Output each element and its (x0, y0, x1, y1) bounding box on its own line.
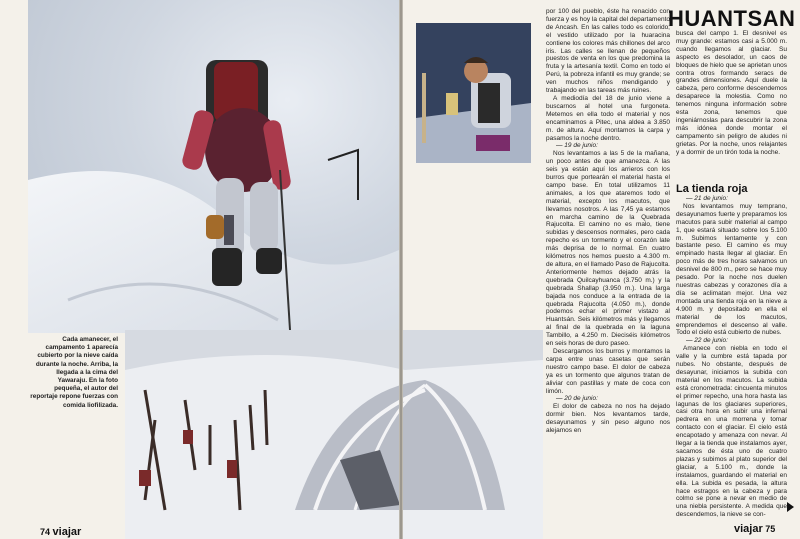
magazine-name-left: viajar (52, 526, 82, 538)
paragraph: Descargamos los burros y montamos la carpa entre unas casetas que serán nuestro campo base. El dolor de cabeza ya es un tormento que algunos tratan de aliviar con pastillas y mate de coca con limón. (546, 347, 670, 395)
tent-illustration (125, 330, 543, 539)
paragraph: El dolor de cabeza no nos ha dejado dormir bien. Nos levantamos tarde, desayunamos y sin peso alguno nos alejamos en (546, 403, 670, 435)
climber-photo (28, 0, 399, 333)
left-folio (40, 526, 81, 538)
magazine-name-right: viajar (734, 523, 763, 535)
date-heading: — 22 de junio: (686, 337, 728, 345)
page-number-right: 75 (765, 524, 776, 534)
date-heading: — 20 de junio: (556, 395, 598, 403)
page-number-left: 74 (40, 527, 51, 537)
text-column-3 (676, 195, 787, 519)
paragraph: Amanece con niebla en todo el valle y la cumbre está tapada por nubes. No obstante, después de desayunar, iniciamos la subida con material en los macutos. La subida está cronometrada: cincuenta minutos el primer repecho, una hora hasta las lagunas de los glaciares superiores, casi otra hora en subir una infernal pedrera en una morrena y tomar contacto con el glaciar. El cielo está encapotado y amenaza con nevar. Al llegar a la tienda que instalamos ayer, sacamos de ésta uno de cuatro plazas y subimos al plato superior del glaciar, a 5.100 m., donde la instalamos, guardando el material en ella. La subida es pesada, la altura hace estragos en la cabeza y para colmo se pone a nevar en medio de una niebla persistente. A medida que descendemos, la nieve se con- (676, 345, 787, 519)
continue-arrow-icon (787, 502, 794, 512)
paragraph: A mediodía del 18 de junio viene a buscarnos al hotel una furgoneta. Metemos en ella todo el material y nos encaminamos a Pitec, una aldea a 3.850 m. de altura. Aquí montamos la carpa y pasamos la noche dentro. (546, 94, 670, 142)
author-illustration (416, 23, 531, 163)
caption-text: Cada amanecer, el campamento 1 aparecía cubierto por la nieve caída durante la noche. Arriba, la llegada a la cima del Yawaraju. En la foto pequeña, el autor del reportaje repone fuerzas con comida liofilizada. (30, 336, 118, 409)
paragraph: por 100 del pueblo, éste ha renacido con fuerza y es hoy la capital del departamento de Ancash. En las calles todo es colorido; el vestido utilizado por la huaracina contiene los colores más chillones del arco iris. Las calles se llenan de pequeños puestos de venta en los que predomina la fruta y la artesanía textil. Como en todo el Perú, la pobreza infantil es muy grande; se ven muchos niños mendigando y trabajando en las tareas más ruines. (546, 8, 670, 95)
text-column-2 (676, 30, 787, 157)
paragraph: busca del campo 1. El desnivel es muy grande: estamos casi a 5.000 m. cuando llegamos al glaciar. Su aspecto es desolador, un caos de bloques de hielo que se aprietan unos contra otros formando seracs de grandes dimensiones. Aquí duele la cabeza, pero conforme descendemos desaparece la molestia. Como no tenemos ninguna información sobre esta zona, tenemos que ingeniárnoslas para descubrir la zona más idónea donde montar el campamento sin peligro de aludes ni grietas. Por la noche, unos relajantes y a dormir de un tirón toda la noche. (676, 30, 787, 156)
author-photo (416, 23, 531, 163)
text-column-1 (546, 8, 670, 435)
paragraph: Nos levantamos muy temprano, desayunamos fuerte y preparamos los macutos para subir material al campo 1, que estará situado sobre los 5.100 m. Subimos lentamente y con bastante peso. El camino es muy empinado hasta llegar al glaciar. En poco más de tres horas salvamos un desnivel de 800 m., pero se hace muy pesado. Por la noche nos duelen nuestras cabezas y corazones día a día se aclimatan mejor. Una vez montada una tienda roja en la nieve a 4.900 m. y depositado en ella el material de los macutos, emprendemos el descenso al valle. Todo el cielo está cubierto de nubes. (676, 202, 787, 337)
date-heading: — 19 de junio: (556, 142, 598, 150)
photo-caption (30, 336, 118, 410)
climber-illustration (28, 0, 399, 333)
page-gutter (399, 0, 403, 539)
paragraph: Nos levantamos a las 5 de la mañana, un poco antes de que amanezca. A las seis ya están aquí los arrieros con los burros que portearán el material hasta el campo base. En total utilizamos 11 animales, a los que ataremos todo el material, excepto los macutos, que llevamos nosotros. A las 7,45 ya estamos en marcha camino de la Quebrada Rajucolta. El camino no es malo, tiene subidas y descensos normales, pero cada repecho es un tormento y el corazón late más deprisa de lo normal. En cuatro kilómetros nos hemos puesto a 4.300 m. de altura, en el llamado Paso de Rajucolta. Anteriormente hemos dejado atrás la quebrada Quilcayhuanca (3.750 m.) y la quebrada Shallap (3.950 m.). Una larga bajada nos conduce a la entrada de la quebrada Rajucolta (4.050 m.), donde podemos echar el primer vistazo al Huantsán. Seis kilómetros más y llegamos al final de la quebrada en la laguna Tambillo, a 4.250 m. Dieciséis kilómetros en seis horas de duro paseo. (546, 150, 670, 348)
tent-photo (125, 330, 543, 539)
date-heading: — 21 de junio: (686, 195, 728, 202)
section-subhead: La tienda roja (676, 183, 748, 195)
article-title: HUANTSAN (668, 6, 796, 31)
right-folio (734, 523, 775, 535)
